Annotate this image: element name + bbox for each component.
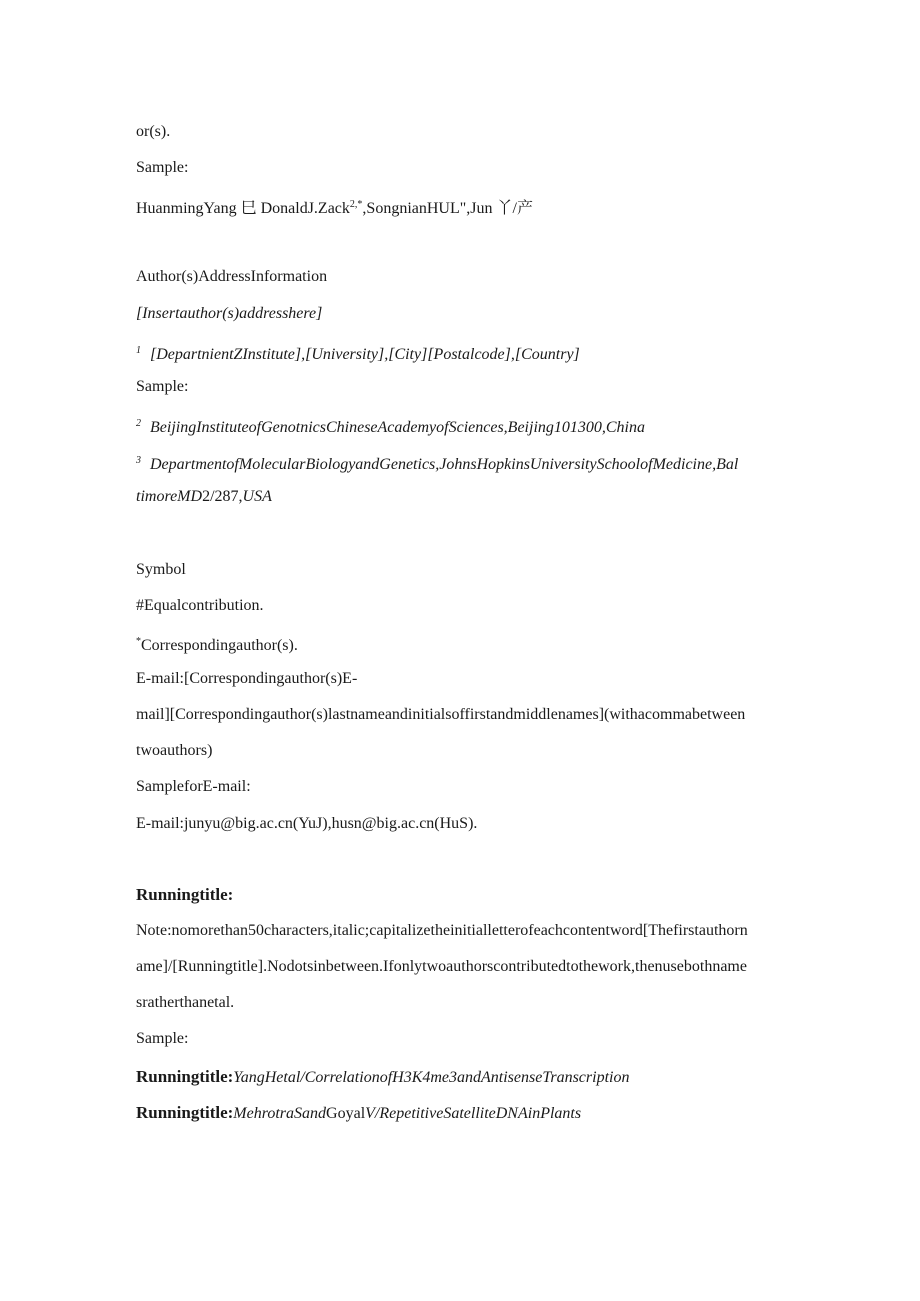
authors-sample-names: HuanmingYang 巳 DonaldJ.Zack xyxy=(136,200,350,217)
address-3-continued xyxy=(136,487,272,507)
running-sample-label: Sample: xyxy=(136,1030,189,1047)
authors-sample-superscript: 2,* xyxy=(349,199,363,210)
authors-tail: or(s). xyxy=(136,123,171,140)
address-2-text: BeijingInstituteofGenotnicsChineseAcademyofSciences,Beijing101300,China xyxy=(150,419,645,436)
running-note-2: ame]/[Runningtitle].Nodotsinbetween.Ifonlytwoauthorscontributedtothework,thenusebothname xyxy=(136,958,747,975)
authors-sample-label: Sample: xyxy=(136,159,189,176)
running-sample-2-b: Goyal xyxy=(326,1105,366,1122)
running-note-1: Note:nomorethan50characters,italic;capitalizetheinitialletterofeachcontentword[Thefirstauthorn xyxy=(136,922,748,939)
email-instruction-3: twoauthors) xyxy=(136,742,213,759)
address-3-text: DepartmentofMolecularBiologyandGenetics,JohnsHopkinsUniversitySchoolofMedicine,Bal xyxy=(150,456,739,473)
running-sample-2-c: V/RepetitiveSatelliteDNAinPlants xyxy=(365,1105,582,1122)
symbol-equal-contribution: #Equalcontribution. xyxy=(136,597,264,614)
address-template-number: 1 xyxy=(136,345,141,356)
authors-sample-rest: ,SongnianHUL",Jun 丫/产 xyxy=(362,200,533,217)
address-instruction: [Insertauthor(s)addresshere] xyxy=(136,305,323,322)
email-instruction-2: mail][Correspondingauthor(s)lastnameandinitialsoffirstandmiddlenames](withacommabetween xyxy=(136,706,746,723)
address-sample-label: Sample: xyxy=(136,378,189,395)
running-note-3: sratherthanetal. xyxy=(136,994,235,1011)
address-heading: Author(s)AddressInformation xyxy=(136,268,328,285)
address-2-number: 2 xyxy=(136,418,141,429)
email-sample-label: SampleforE-mail: xyxy=(136,778,251,795)
address-3-cont-c: USA xyxy=(242,488,272,505)
running-sample-1 xyxy=(136,1067,629,1088)
running-sample-1-text: YangHetal/CorrelationofH3K4me3andAntisenseTranscription xyxy=(233,1069,630,1086)
symbol-corresponding-text: Correspondingauthor(s). xyxy=(141,637,298,654)
running-title-heading: Runningtitle: xyxy=(136,885,234,904)
address-3-number: 3 xyxy=(136,455,141,466)
address-3-cont-a: timoreMD xyxy=(136,488,203,505)
symbol-heading: Symbol xyxy=(136,561,186,578)
address-3-cont-b: 2/287, xyxy=(202,488,243,505)
address-3 xyxy=(136,451,738,475)
email-sample: E-mail:junyu@big.ac.cn(YuJ),husn@big.ac.cn(HuS). xyxy=(136,815,478,832)
address-template-text: [DepartnientZInstitute],[University],[City][Postalcode],[Country] xyxy=(150,346,580,363)
running-sample-1-label: Runningtitle: xyxy=(136,1067,234,1086)
email-instruction-1: E-mail:[Correspondingauthor(s)E- xyxy=(136,670,358,687)
authors-sample-line xyxy=(136,195,533,219)
running-sample-2-a: MehrotraSand xyxy=(233,1105,327,1122)
address-template xyxy=(136,341,580,365)
address-2 xyxy=(136,414,645,438)
symbol-corresponding xyxy=(136,632,298,656)
running-sample-2 xyxy=(136,1103,581,1124)
running-sample-2-label: Runningtitle: xyxy=(136,1103,234,1122)
symbol-corresponding-mark: * xyxy=(136,636,141,647)
